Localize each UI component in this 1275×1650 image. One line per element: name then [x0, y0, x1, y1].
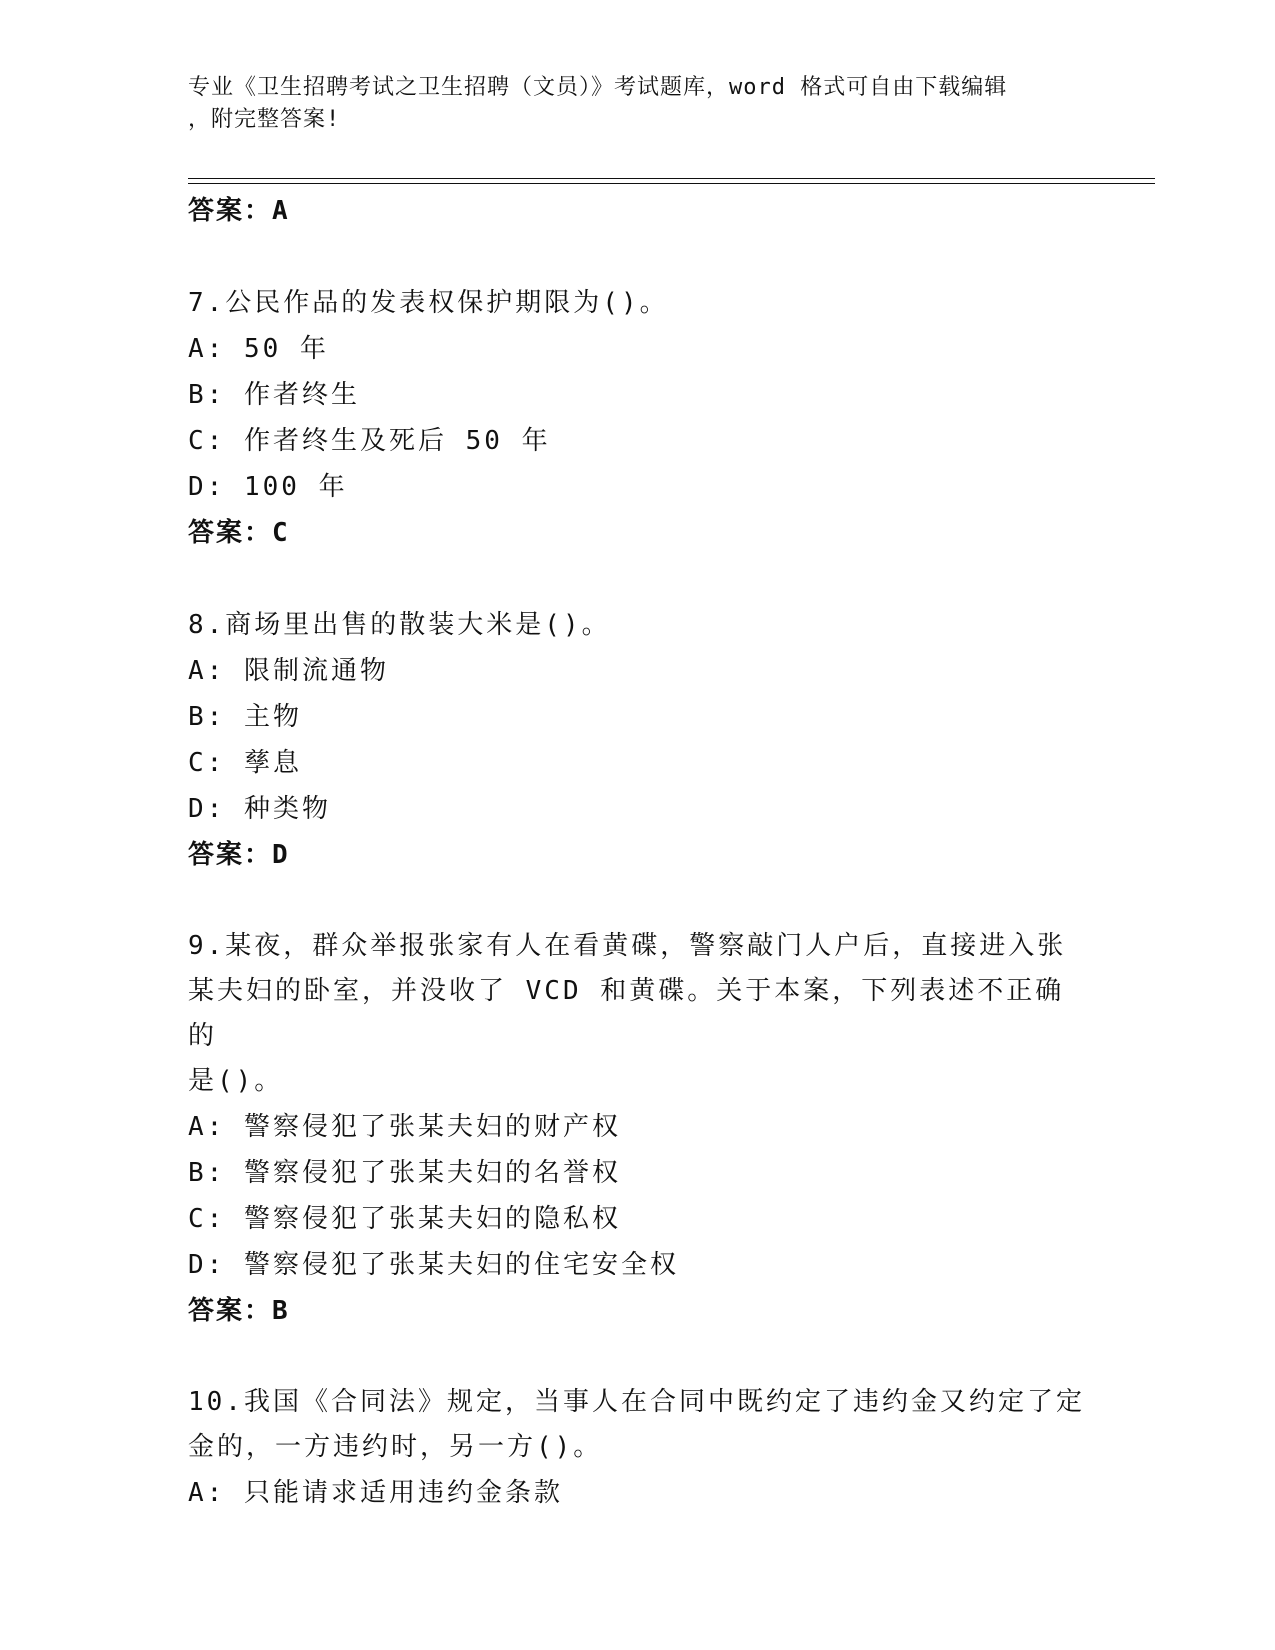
option-d: D: 警察侵犯了张某夫妇的住宅安全权	[188, 1250, 679, 1280]
question-text-line-1: 9.某夜，群众举报张家有人在看黄碟，警察敲门人户后，直接进入张	[188, 931, 1067, 961]
question-10	[188, 1380, 1088, 1516]
question-text-line-2: 金的，一方违约时，另一方()。	[188, 1432, 603, 1462]
option-a: A: 警察侵犯了张某夫妇的财产权	[188, 1112, 621, 1142]
option-d: D: 种类物	[188, 794, 331, 824]
answer-previous: 答案：A	[188, 196, 290, 226]
header-line-1: 专业《卫生招聘考试之卫生招聘（文员）》考试题库，word 格式可自由下载编辑	[188, 75, 1008, 100]
question-7	[188, 280, 1088, 556]
option-c: C: 作者终生及死后 50 年	[188, 426, 551, 456]
question-9	[188, 924, 1088, 1334]
answer: 答案：B	[188, 1296, 290, 1326]
header-divider-top	[188, 178, 1155, 179]
option-a: A: 50 年	[188, 334, 329, 364]
question-text: 8.商场里出售的散装大米是()。	[188, 610, 611, 640]
spacer	[188, 878, 1088, 924]
spacer	[188, 234, 1088, 280]
document-header	[188, 72, 1068, 136]
option-c: C: 孳息	[188, 748, 302, 778]
option-b: B: 警察侵犯了张某夫妇的名誉权	[188, 1158, 621, 1188]
header-line-2: ，附完整答案!	[188, 107, 341, 132]
option-d: D: 100 年	[188, 472, 348, 502]
option-b: B: 作者终生	[188, 380, 360, 410]
option-a: A: 限制流通物	[188, 656, 389, 686]
question-text-line-1: 10.我国《合同法》规定，当事人在合同中既约定了违约金又约定了定	[188, 1387, 1085, 1417]
header-divider-bottom	[188, 183, 1155, 184]
option-c: C: 警察侵犯了张某夫妇的隐私权	[188, 1204, 621, 1234]
answer: 答案：D	[188, 840, 290, 870]
option-b: B: 主物	[188, 702, 302, 732]
answer: 答案：C	[188, 518, 290, 548]
spacer	[188, 1334, 1088, 1380]
spacer	[188, 556, 1088, 602]
question-text-line-2: 某夫妇的卧室，并没收了 VCD 和黄碟。关于本案，下列表述不正确的	[188, 976, 1065, 1051]
question-text-line-3: 是()。	[188, 1066, 284, 1096]
question-text: 7.公民作品的发表权保护期限为()。	[188, 288, 669, 318]
question-8	[188, 602, 1088, 878]
option-a: A: 只能请求适用违约金条款	[188, 1478, 563, 1508]
question-list	[188, 188, 1088, 1516]
